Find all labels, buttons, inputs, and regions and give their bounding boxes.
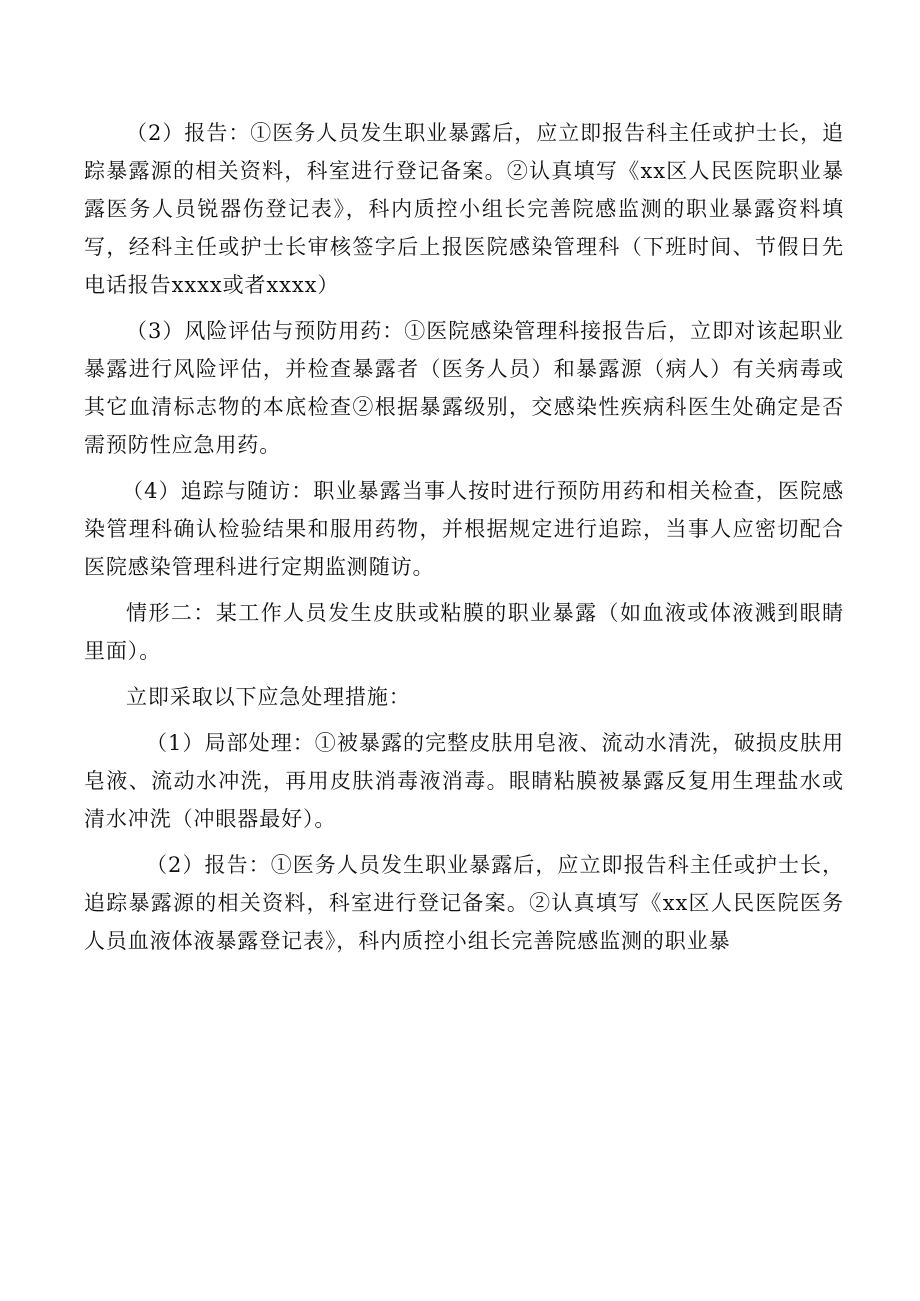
paragraph-report-two: （2）报告：①医务人员发生职业暴露后，应立即报告科主任或护士长，追踪暴露源的相关资料，科室进行登记备案。②认真填写《xx区人民医院医务人员血液体液暴露登记表》，科内质控小组长完善院感监测的职业暴 <box>84 853 844 953</box>
document-body <box>84 114 844 968</box>
paragraph-scenario-two: 情形二：某工作人员发生皮肤或粘膜的职业暴露（如血液或体液溅到眼睛里面）。 <box>84 601 844 663</box>
paragraph-local-treatment: （1）局部处理：①被暴露的完整皮肤用皂液、流动水清洗，破损皮肤用皂液、流动水冲洗，再用皮肤消毒液消毒。眼睛粘膜被暴露反复用生理盐水或清水冲洗（冲眼器最好）。 <box>84 731 844 831</box>
paragraph-risk-assessment: （3）风险评估与预防用药：①医院感染管理科接报告后，立即对该起职业暴露进行风险评估，并检查暴露者（医务人员）和暴露源（病人）有关病毒或其它血清标志物的本底检查②根据暴露级别，交感染性疾病科医生处确定是否需预防性应急用药。 <box>84 319 844 457</box>
paragraph-report: （2）报告：①医务人员发生职业暴露后，应立即报告科主任或护士长，追踪暴露源的相关资料，科室进行登记备案。②认真填写《xx区人民医院职业暴露医务人员锐器伤登记表》，科内质控小组长完善院感监测的职业暴露资料填写，经科主任或护士长审核签字后上报医院感染管理科（下班时间、节假日先电话报告xxxx或者xxxx） <box>84 121 844 297</box>
paragraph-follow-up: （4）追踪与随访：职业暴露当事人按时进行预防用药和相关检查，医院感染管理科确认检验结果和服用药物，并根据规定进行追踪，当事人应密切配合医院感染管理科进行定期监测随访。 <box>84 479 844 579</box>
paragraph-emergency-measures: 立即采取以下应急处理措施： <box>126 685 411 709</box>
